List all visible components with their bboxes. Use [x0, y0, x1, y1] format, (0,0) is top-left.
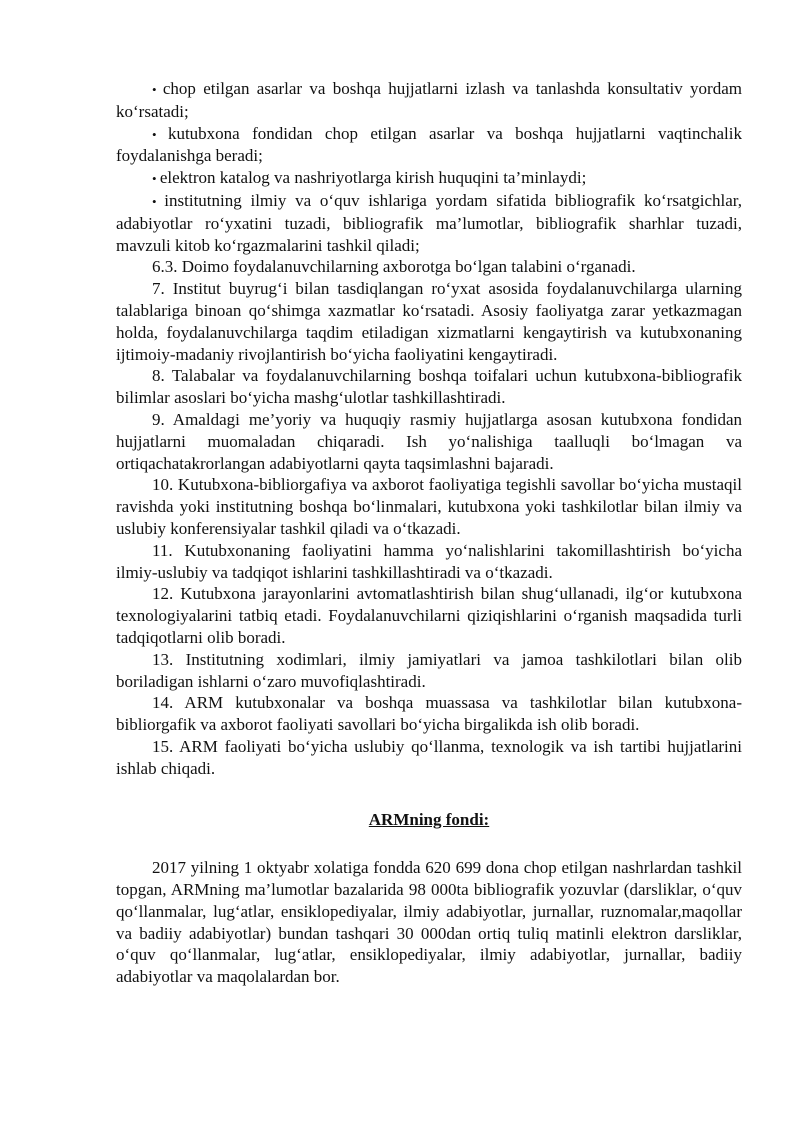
numbered-item: 7. Institut buyrug‘i bilan tasdiqlangan ro‘yxat asosida foydalanuvchilarga ularning talablariga binoan qo‘shimga xazmatlar ko‘rsatadi. Asosiy faoliyatga zarar yetkazmagan holda, foydalanuvchilarga taqdim etiladigan xizmatlarni kengaytirish va kutubxonaning ijtimoiy-madaniy rivojlantirish bo‘yicha faoliyatini kengaytiradi.: [116, 279, 742, 364]
bullet-item: • chop etilgan asarlar va boshqa hujjatlarni izlash va tanlashda konsultativ yordam ko‘rsatadi;: [116, 78, 742, 123]
numbered-item: 12. Kutubxona jarayonlarini avtomatlashtirish bilan shug‘ullanadi, ilg‘or kutubxona texnologiyalarini tatbiq etadi. Foydalanuvchilarni qiziqishlarini o‘rganish maqsadida turli tadqiqotlarni olib boradi.: [116, 584, 742, 647]
numbered-item: 15. ARM faoliyati bo‘yicha uslubiy qo‘llanma, texnologik va ish tartibi hujjatlarini ishlab chiqadi.: [116, 736, 742, 778]
bullet-item: • kutubxona fondidan chop etilgan asarlar va boshqa hujjatlarni vaqtinchalik foydalanishga beradi;: [116, 123, 742, 168]
numbered-item: 11. Kutubxonaning faoliyatini hamma yo‘nalishlarini takomillashtirish bo‘yicha ilmiy-uslubiy va tadqiqot ishlarini tashkillashtiradi va o‘tkazadi.: [116, 540, 742, 582]
numbered-item: 8. Talabalar va foydalanuvchilarning boshqa toifalari uchun kutubxona-bibliografik bilimlar asoslari bo‘yicha mashg‘ulotlar tashkillashtiradi.: [116, 366, 742, 408]
section-heading: ARMning fondi:: [368, 809, 490, 829]
document-page: [116, 78, 742, 988]
bullet-item: • institutning ilmiy va o‘quv ishlariga yordam sifatida bibliografik ko‘rsatgichlar, adabiyotlar ro‘yxatini tuzadi, bibliografik ma’lumotlar, bibliografik sharhlar tuzadi, mavzuli kitob ko‘rgazmalarini tashkil qiladi;: [116, 190, 742, 256]
numbered-item: 13. Institutning xodimlari, ilmiy jamiyatlari va jamoa tashkilotlari bilan olib boriladigan ishlarni o‘zaro muvofiqlashtiradi.: [116, 649, 742, 691]
numbered-item: 14. ARM kutubxonalar va boshqa muassasa va tashkilotlar bilan kutubxona-bibliorgafik va axborot faoliyati savollari bo‘yicha birgalikda ish olib boradi.: [116, 693, 742, 735]
bullet-item: • elektron katalog va nashriyotlarga kirish huquqini ta’minlaydi;: [116, 167, 742, 190]
numbered-item: 6.3. Doimo foydalanuvchilarning axborotga bo‘lgan talabini o‘rganadi.: [152, 257, 636, 277]
numbered-item: 10. Kutubxona-bibliorgafiya va axborot faoliyatiga tegishli savollar bo‘yicha mustaqil ravishda yoki institutning boshqa bo‘linmalari, kutubxona yoki tashkilotlar bilan ilmiy va uslubiy konferensiyalar tashkil qiladi va o‘tkazadi.: [116, 475, 742, 538]
body-paragraph: 2017 yilning 1 oktyabr xolatiga fondda 620 699 dona chop etilgan nashrlardan tashkil topgan, ARMning ma’lumotlar bazalarida 98 000ta bibliografik yozuvlar (darsliklar, o‘quv qo‘llanmalar, lug‘atlar, ensiklopediyalar, ilmiy adabiyotlar, jurnallar, ruznomalar,maqollar va badiiy adabiyotlar) bundan tashqari 30 000dan ortiq tuliq matinli elektron darsliklar, o‘quv qo‘llanmalar, lug‘atlar, ensiklopediyalar, ilmiy adabiyotlar, jurnallar, badiiy adabiyotlar va maqolalardan bor.: [116, 858, 742, 987]
numbered-item: 9. Amaldagi me’yoriy va huquqiy rasmiy hujjatlarga asosan kutubxona fondidan hujjatlarni muomaladan chiqaradi. Ish yo‘nalishiga taalluqli bo‘lmagan va ortiqachatakrorlangan adabiyotlarni qayta taqsimlashni bajaradi.: [116, 409, 742, 473]
